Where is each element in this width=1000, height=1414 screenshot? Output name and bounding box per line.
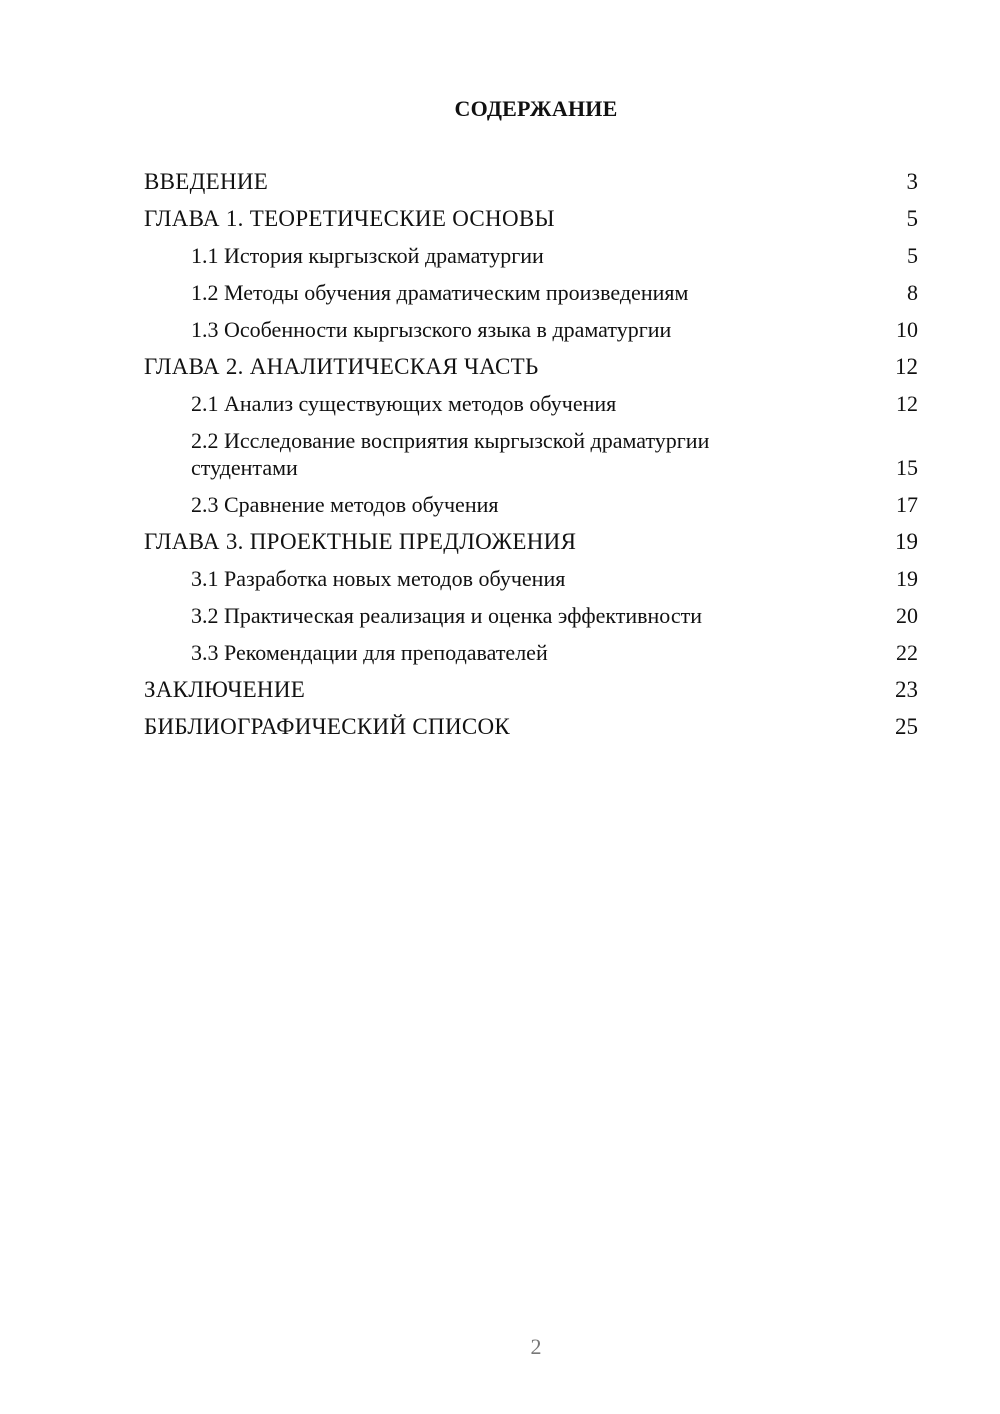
toc-entry-section-1-1[interactable] (144, 242, 918, 269)
toc-entry-page: 12 (896, 391, 918, 416)
toc-entry-label: 2.1 Анализ существующих методов обучения (191, 391, 617, 416)
toc-entry-chapter-1[interactable] (144, 205, 918, 232)
toc-entry-page: 23 (895, 677, 918, 702)
toc-entry-page: 10 (896, 317, 918, 342)
toc-entry-section-2-1[interactable] (144, 390, 918, 417)
toc-entry-label: 2.2 Исследование восприятия кыргызской драматургии студентами (191, 428, 710, 480)
toc-entry-label: 1.2 Методы обучения драматическим произведениям (191, 280, 689, 305)
toc-entry-label: ГЛАВА 2. АНАЛИТИЧЕСКАЯ ЧАСТЬ (144, 354, 539, 379)
toc-entry-label: 1.1 История кыргызской драматургии (191, 243, 544, 268)
toc-entry-label: ГЛАВА 1. ТЕОРЕТИЧЕСКИЕ ОСНОВЫ (144, 206, 555, 231)
toc-entry-page: 19 (896, 566, 918, 591)
toc-entry-introduction[interactable] (144, 168, 918, 195)
toc-entry-page: 5 (907, 243, 918, 268)
toc-entry-page: 8 (907, 280, 918, 305)
toc-entry-bibliography[interactable] (144, 713, 918, 740)
toc-entry-section-2-2[interactable] (144, 427, 918, 481)
toc-entry-conclusion[interactable] (144, 676, 918, 703)
toc-entry-label: 3.3 Рекомендации для преподавателей (191, 640, 548, 665)
toc-entry-label: БИБЛИОГРАФИЧЕСКИЙ СПИСОК (144, 714, 511, 739)
toc-entry-section-3-3[interactable] (144, 639, 918, 666)
toc-entry-page: 5 (906, 206, 918, 231)
toc-entry-chapter-2[interactable] (144, 353, 918, 380)
page-number: 2 (530, 1334, 542, 1359)
toc-title: СОДЕРЖАНИЕ (454, 96, 618, 121)
toc-entry-label: 2.3 Сравнение методов обучения (191, 492, 499, 517)
toc-entry-section-3-2[interactable] (144, 602, 918, 629)
toc-entry-section-2-3[interactable] (144, 491, 918, 518)
toc-entry-section-1-2[interactable] (144, 279, 918, 306)
toc-entry-section-1-3[interactable] (144, 316, 918, 343)
toc-entry-page: 25 (895, 714, 918, 739)
toc-entry-label: ВВЕДЕНИЕ (144, 169, 269, 194)
toc-entry-page: 17 (896, 492, 918, 517)
toc-entry-chapter-3[interactable] (144, 528, 918, 555)
toc-entry-label: ЗАКЛЮЧЕНИЕ (144, 677, 306, 702)
toc-entry-page: 19 (895, 529, 918, 554)
toc-entry-label: ГЛАВА 3. ПРОЕКТНЫЕ ПРЕДЛОЖЕНИЯ (144, 529, 577, 554)
toc-entry-page: 15 (896, 455, 918, 480)
toc-entry-page: 20 (896, 603, 918, 628)
toc-entry-page: 22 (896, 640, 918, 665)
toc-entry-label: 3.2 Практическая реализация и оценка эффективности (191, 603, 702, 628)
toc-entry-section-3-1[interactable] (144, 565, 918, 592)
toc-entry-page: 3 (906, 169, 918, 194)
table-of-contents (144, 168, 918, 750)
toc-entry-page: 12 (895, 354, 918, 379)
toc-entry-label: 1.3 Особенности кыргызского языка в драматургии (191, 317, 672, 342)
toc-entry-label: 3.1 Разработка новых методов обучения (191, 566, 566, 591)
